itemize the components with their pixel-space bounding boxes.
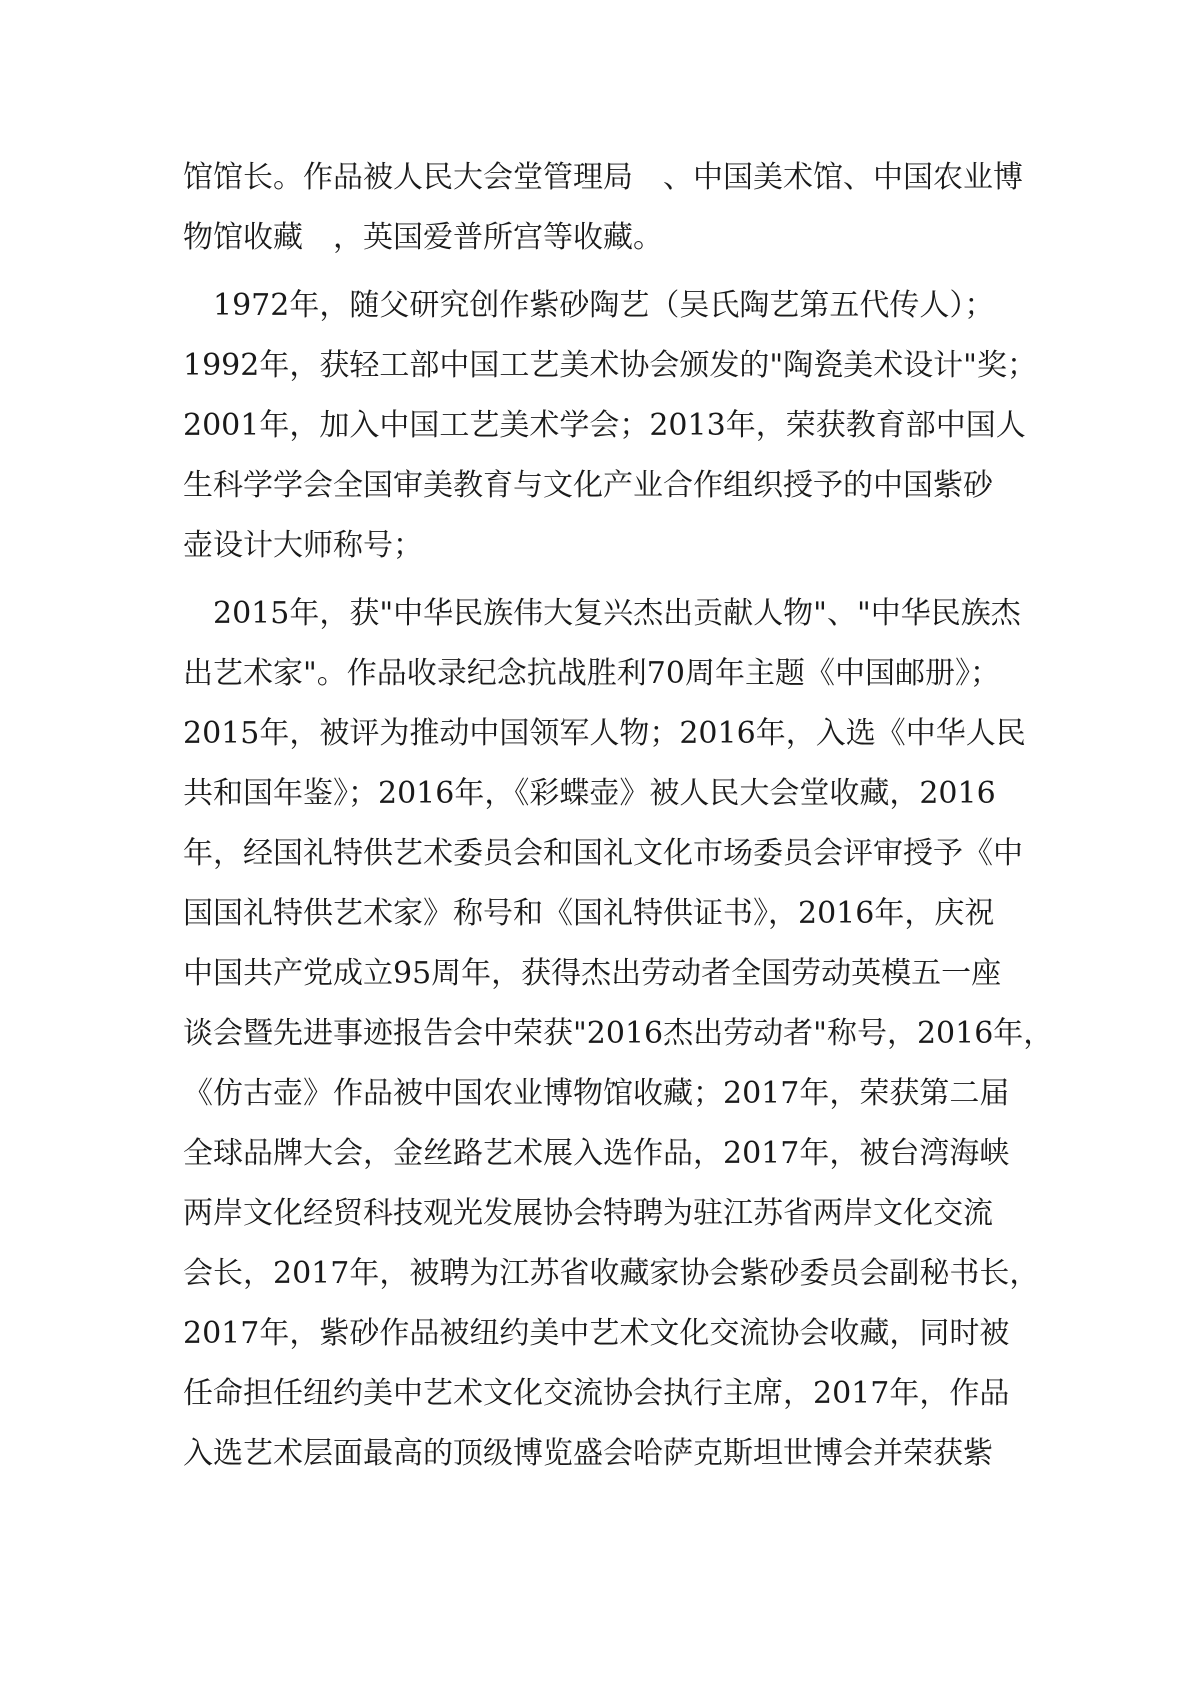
text-line: 年，经国礼特供艺术委员会和国礼文化市场委员会评审授予《中: [183, 836, 1023, 871]
text-line: 2017年，紫砂作品被纽约美中艺术文化交流协会收藏，同时被: [183, 1316, 1010, 1351]
text-line: 共和国年鉴》；2016年，《彩蝶壶》被人民大会堂收藏，2016: [183, 776, 996, 811]
text-line: 物馆收藏 ，英国爱普所宫等收藏。: [183, 220, 663, 255]
text-line: 馆馆长。作品被人民大会堂管理局 、中国美术馆、中国农业博: [183, 160, 1023, 195]
text-line: 生科学学会全国审美教育与文化产业合作组织授予的中国紫砂: [183, 468, 993, 503]
text-line: 任命担任纽约美中艺术文化交流协会执行主席，2017年，作品: [183, 1376, 1010, 1411]
text-line: 2015年，被评为推动中国领军人物；2016年，入选《中华人民: [183, 716, 1026, 751]
text-line: 2015年，获"中华民族伟大复兴杰出贡献人物"、"中华民族杰: [183, 596, 1021, 631]
text-line: 国国礼特供艺术家》称号和《国礼特供证书》，2016年，庆祝: [183, 896, 995, 931]
text-line: 会长，2017年，被聘为江苏省收藏家协会紫砂委员会副秘书长，: [183, 1256, 1040, 1291]
text-line: 出艺术家"。作品收录纪念抗战胜利70周年主题《中国邮册》；: [183, 656, 1000, 691]
text-line: 1992年，获轻工部中国工艺美术协会颁发的"陶瓷美术设计"奖；: [183, 348, 1037, 383]
text-line: 谈会暨先进事迹报告会中荣获"2016杰出劳动者"称号，2016年，: [183, 1016, 1054, 1051]
document-body: [183, 148, 1054, 1484]
text-line: 两岸文化经贸科技观光发展协会特聘为驻江苏省两岸文化交流: [183, 1196, 993, 1231]
text-line: 中国共产党成立95周年，获得杰出劳动者全国劳动英模五一座: [183, 956, 1002, 991]
paragraph-gap: [183, 268, 1033, 276]
text-line: 入选艺术层面最高的顶级博览盛会哈萨克斯坦世博会并荣获紫: [183, 1436, 993, 1471]
paragraph-gap: [183, 576, 1033, 584]
text-line: 1972年，随父研究创作紫砂陶艺（吴氏陶艺第五代传人）；: [183, 288, 995, 323]
text-line: 2001年，加入中国工艺美术学会；2013年，荣获教育部中国人: [183, 408, 1026, 443]
text-line: 全球品牌大会，金丝路艺术展入选作品，2017年，被台湾海峡: [183, 1136, 1010, 1171]
text-line: 壶设计大师称号；: [183, 528, 423, 563]
text-line: 《仿古壶》作品被中国农业博物馆收藏；2017年，荣获第二届: [183, 1076, 1010, 1111]
